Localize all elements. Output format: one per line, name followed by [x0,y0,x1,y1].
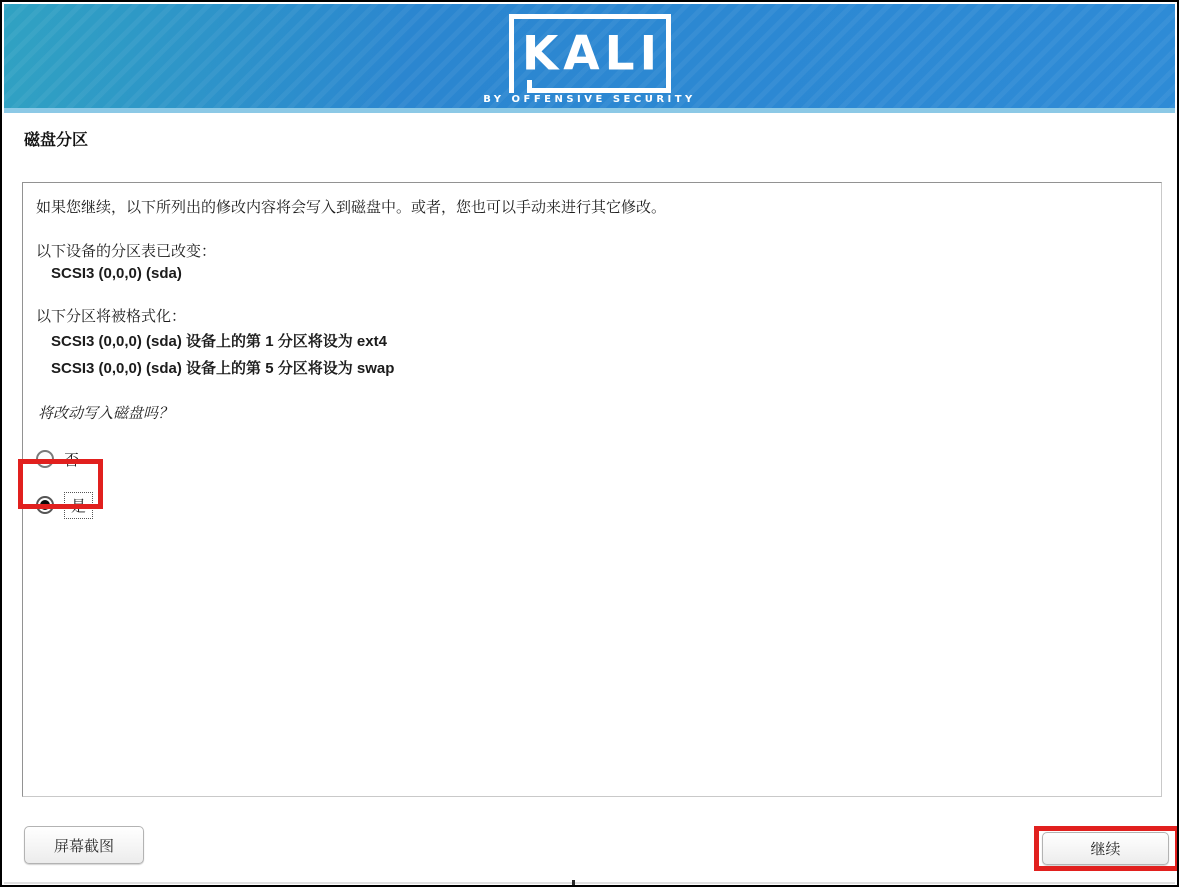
format-section [36,306,1148,382]
write-changes-question: 将改动写入磁盘吗？ [38,405,174,422]
changed-partition-section [36,241,1148,285]
banner-bottom-strip [4,108,1175,113]
intro-text: 如果您继续，以下所列出的修改内容将会写入到磁盘中。或者，您也可以手动来进行其它修改。 [36,199,667,216]
bottom-separator [4,882,1175,884]
kali-logo-text: KALI [521,26,663,81]
text-cursor-artifact [572,880,575,887]
kali-logo-subtext: BY OFFENSIVE SECURITY [483,94,696,105]
annotation-box-yes [18,459,103,509]
kali-banner [4,4,1175,108]
radio-no-label[interactable]: 否 [64,451,80,469]
format-item: SCSI3 (0,0,0) (sda) 设备上的第 5 分区将设为 swap [51,360,395,377]
radio-yes-label[interactable]: 是 [64,492,93,519]
radio-option-yes[interactable] [36,493,1148,517]
page-title: 磁盘分区 [24,132,89,149]
changed-device: SCSI3 (0,0,0) (sda) [51,265,182,282]
screenshot-button[interactable]: 屏幕截图 [24,826,144,864]
format-item: SCSI3 (0,0,0) (sda) 设备上的第 1 分区将设为 ext4 [51,333,387,350]
continue-button[interactable]: 继续 [1042,832,1169,865]
content-panel [22,182,1162,797]
annotation-box-continue [1034,826,1179,871]
radio-option-no[interactable] [36,447,1148,471]
changed-heading: 以下设备的分区表已改变： [36,243,217,260]
kali-logo [509,14,671,93]
format-heading: 以下分区将被格式化： [36,308,187,325]
